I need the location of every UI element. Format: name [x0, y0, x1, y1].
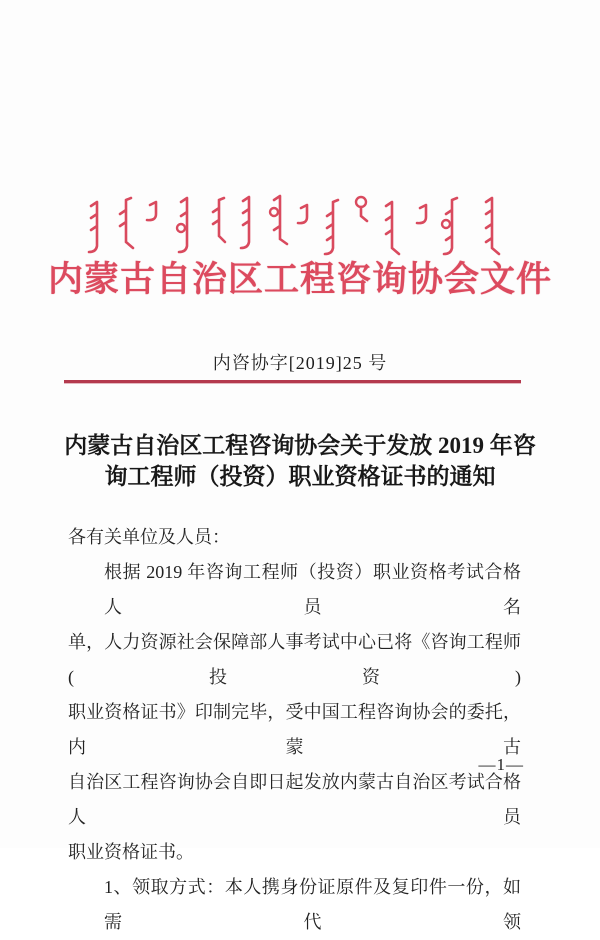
mongolian-script-banner	[0, 196, 600, 258]
body-line: 单，人力资源社会保障部人事考试中心已将《咨询工程师(投资)	[68, 632, 521, 687]
letterhead-org-name: 内蒙古自治区工程咨询协会文件	[47, 260, 552, 299]
document-number: 内咨协字[2019]25 号	[212, 353, 388, 373]
notice-title-line1: 内蒙古自治区工程咨询协会关于发放 2019 年咨	[64, 433, 536, 458]
red-divider-rule	[64, 380, 521, 383]
body-line: 职业资格证书》印制完毕，受中国工程咨询协会的委托，内蒙古	[68, 702, 521, 757]
body-line: 1、领取方式：本人携身份证原件及复印件一份，如需代领	[104, 877, 521, 932]
notice-body	[68, 520, 521, 940]
notice-title	[36, 430, 564, 492]
salutation-line: 各有关单位及人员：	[68, 527, 230, 547]
mongolian-script-icon	[70, 196, 530, 258]
page-number: —1—	[478, 755, 524, 774]
body-line: 根据 2019 年咨询工程师（投资）职业资格考试合格人员名	[104, 562, 521, 617]
body-line: 自治区工程咨询协会自即日起发放内蒙古自治区考试合格人员	[68, 772, 521, 827]
notice-title-line2: 询工程师（投资）职业资格证书的通知	[104, 464, 496, 489]
body-line: 职业资格证书。	[68, 842, 194, 862]
